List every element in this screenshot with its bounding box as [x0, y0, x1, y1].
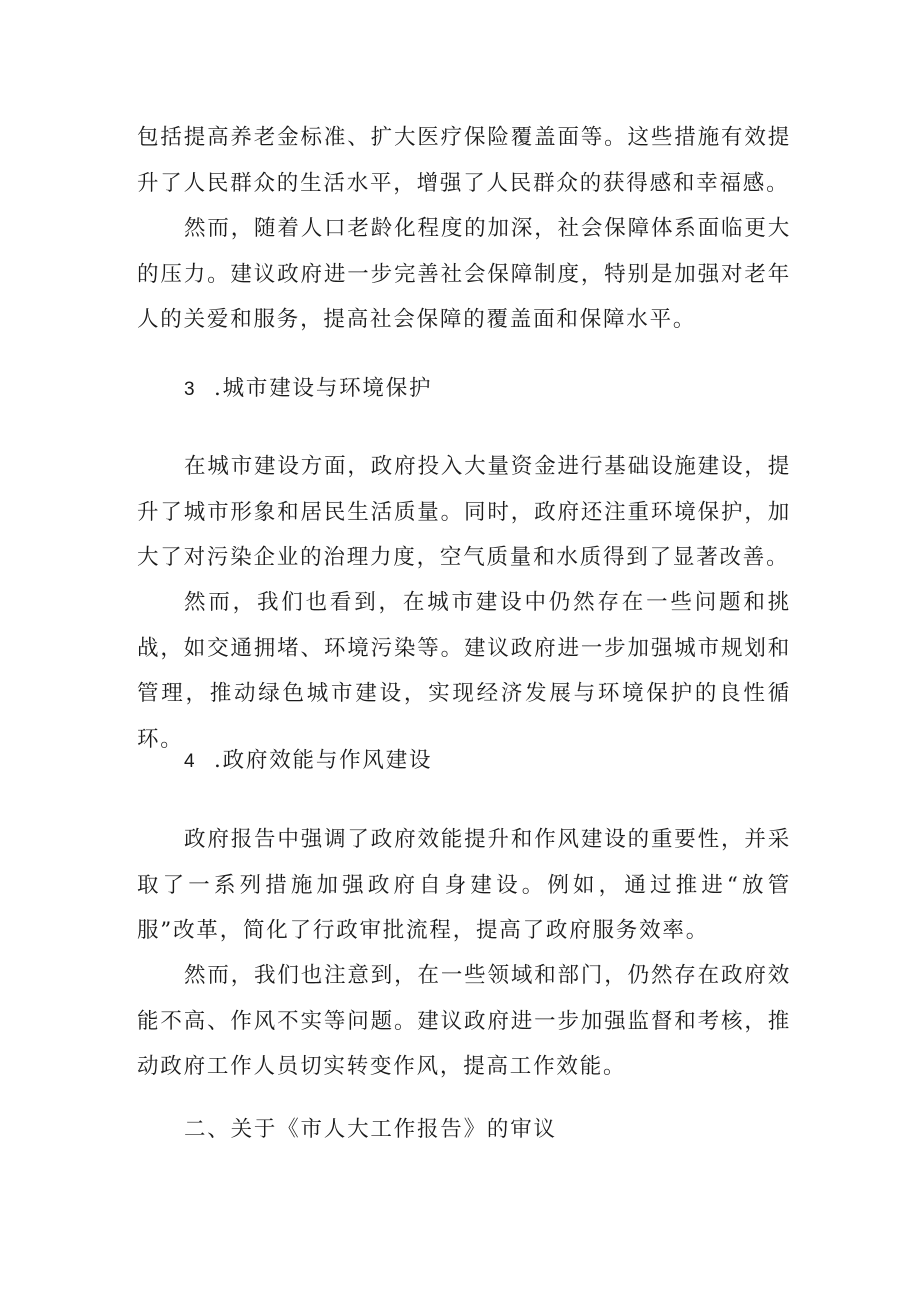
- paragraph-urban-construction: 在城市建设方面，政府投入大量资金进行基础设施建设，提升了城市形象和居民生活质量。同时，政府还注重环境保护，加大了对污染企业的治理力度，空气质量和水质得到了显著改善。: [137, 454, 791, 570]
- paragraph-pension-measures: 包括提高养老金标准、扩大医疗保险覆盖面等。这些措施有效提升了人民群众的生活水平，增强了人民群众的获得感和幸福感。: [137, 125, 791, 196]
- paragraph-government-efficiency: 政府报告中强调了政府效能提升和作风建设的重要性，并采取了一系列措施加强政府自身建设。例如，通过推进“放管服”改革，简化了行政审批流程，提高了政府服务效率。: [137, 827, 791, 943]
- section-heading-npc-report: 二、关于《市人大工作报告》的审议: [184, 1117, 557, 1142]
- heading-urban-construction: [184, 374, 432, 405]
- heading-government-efficiency: [184, 746, 432, 777]
- heading-text: .政府效能与作风建设: [214, 748, 433, 773]
- heading-number: 4: [184, 751, 197, 772]
- paragraph-urban-challenges: 然而，我们也看到，在城市建设中仍然存在一些问题和挑战，如交通拥堵、环境污染等。建议政府进一步加强城市规划和管理，推动绿色城市建设，实现经济发展与环境保护的良性循环。: [137, 590, 791, 752]
- heading-number: 3: [184, 379, 197, 400]
- paragraph-efficiency-issues: 然而，我们也注意到，在一些领域和部门，仍然存在政府效能不高、作风不实等问题。建议政府进一步加强监督和考核，推动政府工作人员切实转变作风，提高工作效能。: [137, 963, 791, 1079]
- heading-text: .城市建设与环境保护: [214, 376, 433, 401]
- paragraph-aging-pressure: 然而，随着人口老龄化程度的加深，社会保障体系面临更大的压力。建议政府进一步完善社会保障制度，特别是加强对老年人的关爱和服务，提高社会保障的覆盖面和保障水平。: [137, 216, 791, 332]
